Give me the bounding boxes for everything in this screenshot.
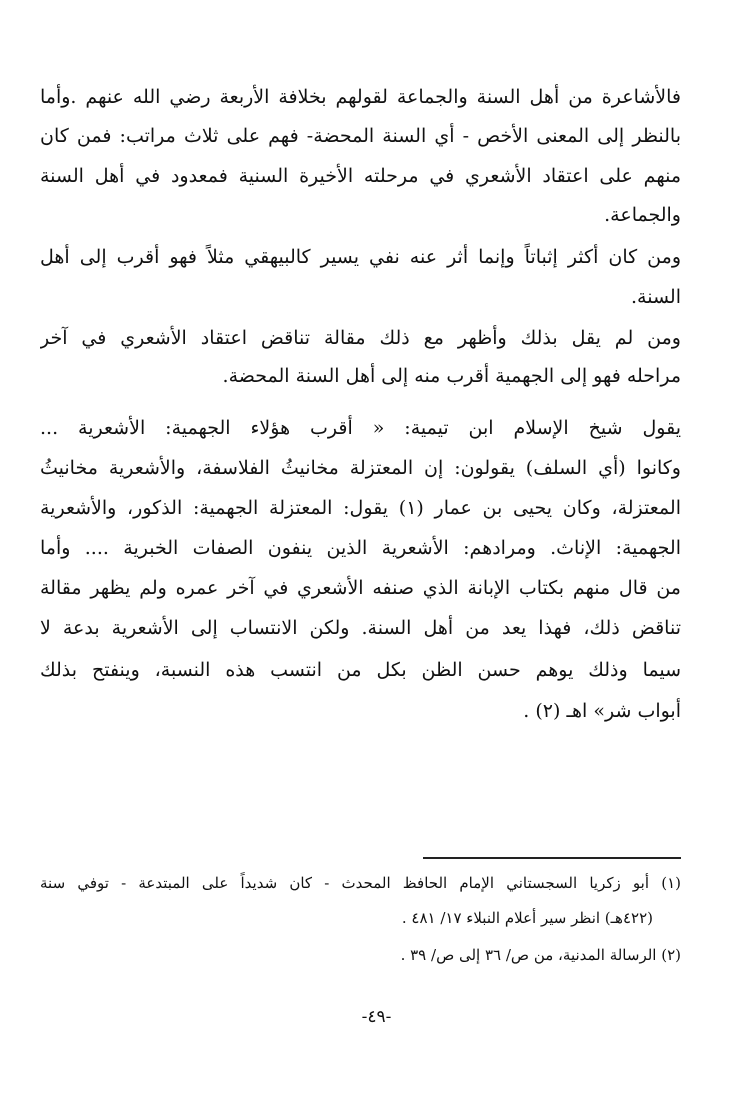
body-line-16: أبواب شر» اهـ (٢) . [523,700,681,722]
body-line-15: سيما وذلك يوهم حسن الظن بكل من انتسب هذه النسبة، وينفتح بذلك [40,659,681,681]
body-line-4: والجماعة. [604,204,681,226]
body-line-9: يقول شيخ الإسلام ابن تيمية: « أقرب هؤلاء الجهمية: الأشعرية ... [40,417,681,439]
body-line-6: السنة. [631,286,681,308]
body-line-11: المعتزلة، وكان يحيى بن عمار (١) يقول: المعتزلة الجهمية: الذكور، والأشعرية [40,497,681,519]
footnote-1-continued: (٤٢٢هـ) انظر سير أعلام النبلاء ١٧/ ٤٨١ . [401,909,653,927]
body-line-2: بالنظر إلى المعنى الأخص - أي السنة المحضة- فهم على ثلاث مراتب: فمن كان [40,125,681,147]
footnote-1: (١) أبو زكريا السجستاني الإمام الحافظ المحدث - كان شديداً على المبتدعة - توفي سنة [40,874,681,892]
footnote-2: (٢) الرسالة المدنية، من ص/ ٣٦ إلى ص/ ٣٩ . [400,946,681,964]
body-line-10: وكانوا (أي السلف) يقولون: إن المعتزلة مخانيثُ الفلاسفة، والأشعرية مخانيثُ [40,457,681,479]
body-line-3: منهم على اعتقاد الأشعري في مرحلته الأخيرة السنية فمعدود في أهل السنة [40,165,681,187]
body-line-13: من قال منهم بكتاب الإبانة الذي صنفه الأشعري في آخر عمره ولم يظهر مقالة [40,577,681,599]
body-line-5: ومن كان أكثر إثباتاً وإنما أثر عنه نفي يسير كالبيهقي مثلاً فهو أقرب إلى أهل [40,246,681,268]
body-line-7: ومن لم يقل بذلك وأظهر مع ذلك مقالة تناقض اعتقاد الأشعري في آخر [40,327,681,349]
body-line-8: مراحله فهو إلى الجهمية أقرب منه إلى أهل السنة المحضة. [222,365,681,387]
body-line-14: تناقض ذلك، فهذا يعد من أهل السنة. ولكن الانتساب إلى الأشعرية بدعة لا [40,617,681,639]
footnote-separator [423,857,681,859]
body-line-1: فالأشاعرة من أهل السنة والجماعة لقولهم بخلافة الأربعة رضي الله عنهم .وأما [40,86,681,108]
body-line-12: الجهمية: الإناث. ومرادهم: الأشعرية الذين ينفون الصفات الخبرية .... وأما [40,537,681,559]
page-number: -٤٩- [361,1007,392,1027]
